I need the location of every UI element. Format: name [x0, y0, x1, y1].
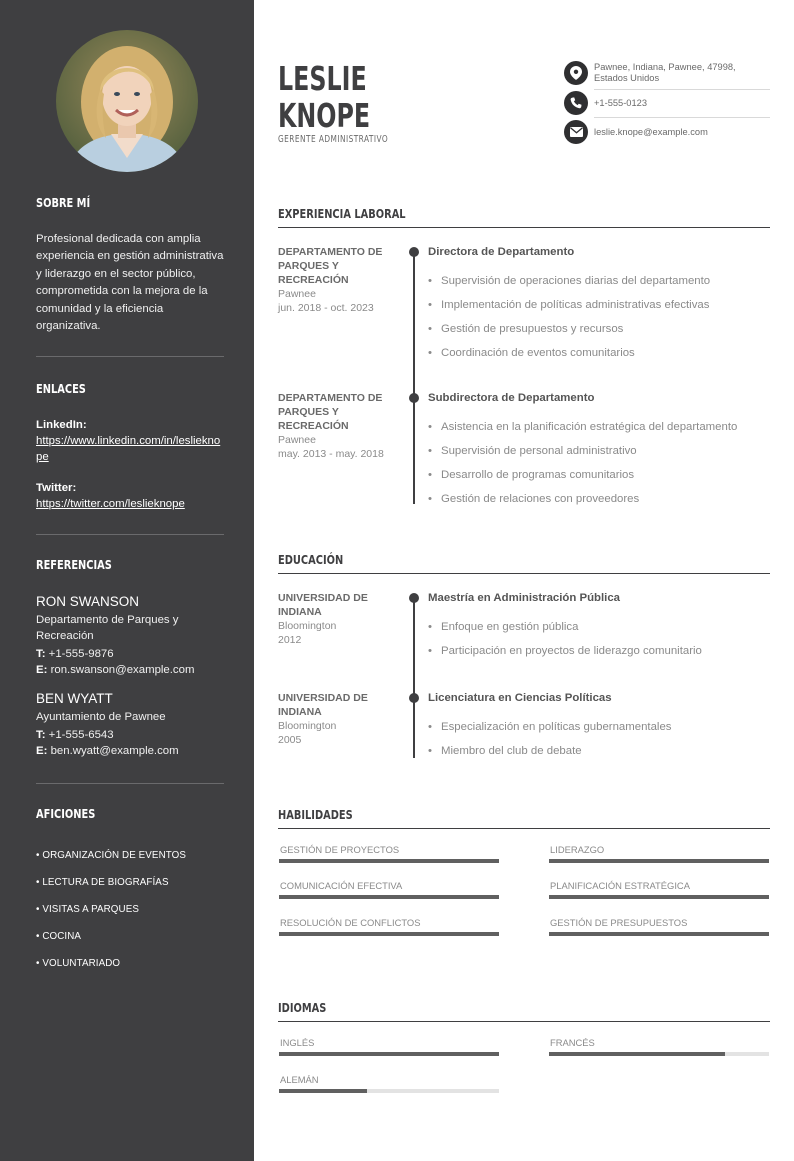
education-meta — [278, 591, 396, 647]
list-item: • Supervisión de operaciones diarias del departamento — [428, 269, 773, 293]
skill-bar-fill — [279, 932, 499, 936]
dates: 2012 — [278, 634, 302, 646]
hobbies-list — [36, 842, 186, 977]
language-name: INGLÉS — [280, 1037, 315, 1048]
language-name: ALEMÁN — [280, 1074, 319, 1085]
divider — [36, 783, 224, 784]
link-label: LinkedIn: — [36, 419, 87, 431]
experience-detail — [428, 245, 773, 365]
reference-item — [36, 593, 226, 678]
employer: DEPARTAMENTO DE PARQUES Y RECREACIÓN — [278, 246, 383, 286]
list-item: • Enfoque en gestión pública — [428, 615, 773, 639]
language-bar — [549, 1052, 769, 1056]
hobby-item: • VISITAS A PARQUES — [36, 904, 139, 915]
skill-name: COMUNICACIÓN EFECTIVA — [280, 880, 403, 891]
reference-phone — [36, 727, 226, 743]
sidebar — [0, 0, 254, 1161]
degree-title: Licenciatura en Ciencias Políticas — [428, 692, 612, 704]
timeline-dot — [409, 693, 419, 703]
skill-bar — [549, 895, 769, 899]
skill-name: RESOLUCIÓN DE CONFLICTOS — [280, 917, 421, 928]
skill-bar-fill — [549, 895, 769, 899]
bullet-list — [428, 415, 773, 511]
person-name — [278, 60, 436, 134]
section-rule — [278, 1021, 770, 1022]
hobby-item: • VOLUNTARIADO — [36, 958, 121, 969]
profile-photo — [56, 30, 198, 172]
skill-bar-fill — [549, 859, 769, 863]
reference-name: BEN WYATT — [36, 691, 113, 706]
section-rule — [278, 227, 770, 228]
link-linkedin — [36, 417, 226, 465]
linkedin-link[interactable]: https://www.linkedin.com/in/leslieknope — [36, 435, 221, 463]
dates: may. 2013 - may. 2018 — [278, 448, 384, 460]
name-first: LESLIE — [278, 59, 367, 98]
skill-name: GESTIÓN DE PRESUPUESTOS — [550, 917, 688, 928]
contact-phone — [564, 91, 770, 115]
list-item: • Gestión de presupuestos y recursos — [428, 317, 773, 341]
address-text: Pawnee, Indiana, Pawnee, 47998, Estados Unidos — [594, 62, 736, 83]
list-item: • Miembro del club de debate — [428, 739, 773, 763]
location-pin-icon — [564, 61, 588, 85]
skill-item — [279, 917, 499, 936]
list-item: • Asistencia en la planificación estratégica del departamento — [428, 415, 773, 439]
education-meta — [278, 691, 396, 747]
languages-title: IDIOMAS — [278, 1001, 327, 1015]
timeline-dot — [409, 593, 419, 603]
reference-org: Departamento de Parques y Recreación — [36, 614, 179, 642]
language-item — [279, 1074, 499, 1093]
email-value: ron.swanson@example.com — [50, 664, 195, 676]
contact-address — [564, 61, 770, 85]
phone-label: T: — [36, 729, 46, 741]
references-title: REFERENCIAS — [36, 558, 112, 572]
reference-item — [36, 690, 226, 759]
phone-value: +1-555-9876 — [48, 648, 114, 660]
location: Pawnee — [278, 434, 316, 446]
about-title: SOBRE MÍ — [36, 196, 91, 210]
skill-item — [279, 844, 499, 863]
timeline-dot — [409, 247, 419, 257]
skill-item — [549, 844, 769, 863]
reference-email — [36, 743, 226, 759]
link-label: Twitter: — [36, 482, 77, 494]
dates: jun. 2018 - oct. 2023 — [278, 302, 374, 314]
link-twitter — [36, 480, 226, 512]
employer: DEPARTAMENTO DE PARQUES Y RECREACIÓN — [278, 392, 383, 432]
location: Bloomington — [278, 620, 337, 632]
reference-org: Ayuntamiento de Pawnee — [36, 711, 166, 723]
role-title: Subdirectora de Departamento — [428, 392, 595, 404]
email-label: E: — [36, 664, 48, 676]
experience-meta — [278, 245, 396, 315]
language-bar-fill — [279, 1089, 367, 1093]
phone-icon — [564, 91, 588, 115]
skill-item — [549, 880, 769, 899]
bullet-list — [428, 269, 773, 365]
skill-bar — [279, 859, 499, 863]
skill-name: LIDERAZGO — [550, 844, 605, 855]
contact-separator — [594, 117, 770, 118]
skill-bar — [549, 859, 769, 863]
job-title: GERENTE ADMINISTRATIVO — [278, 134, 389, 145]
timeline-line — [413, 252, 415, 504]
experience-title: EXPERIENCIA LABORAL — [278, 207, 406, 221]
skill-item — [279, 880, 499, 899]
hobby-item: • COCINA — [36, 931, 82, 942]
divider — [36, 534, 224, 535]
contact-separator — [594, 89, 770, 90]
hobbies-title: AFICIONES — [36, 807, 96, 821]
education-title: EDUCACIÓN — [278, 553, 344, 567]
language-item — [549, 1037, 769, 1056]
dates: 2005 — [278, 734, 302, 746]
envelope-icon — [564, 120, 588, 144]
language-item — [279, 1037, 499, 1056]
name-last: KNOPE — [278, 96, 371, 135]
location: Pawnee — [278, 288, 316, 300]
skill-item — [549, 917, 769, 936]
timeline-dot — [409, 393, 419, 403]
reference-email — [36, 662, 226, 678]
email-label: E: — [36, 745, 48, 757]
section-rule — [278, 828, 770, 829]
twitter-link[interactable]: https://twitter.com/leslieknope — [36, 498, 185, 510]
role-title: Directora de Departamento — [428, 246, 575, 258]
language-bar — [279, 1089, 499, 1093]
email-text[interactable]: leslie.knope@example.com — [594, 126, 708, 137]
bullet-list — [428, 615, 773, 663]
degree-title: Maestría en Administración Pública — [428, 592, 621, 604]
skill-bar-fill — [279, 895, 499, 899]
list-item: • Supervisión de personal administrativo — [428, 439, 773, 463]
list-item: • Participación en proyectos de liderazgo comunitario — [428, 639, 773, 663]
skill-bar-fill — [549, 932, 769, 936]
experience-meta — [278, 391, 396, 461]
hobby-item: • ORGANIZACIÓN DE EVENTOS — [36, 850, 187, 861]
location: Bloomington — [278, 720, 337, 732]
experience-detail — [428, 391, 773, 511]
education-detail — [428, 591, 773, 663]
skill-name: PLANIFICACIÓN ESTRATÉGICA — [550, 880, 690, 891]
contact-email — [564, 120, 770, 144]
institution: UNIVERSIDAD DE INDIANA — [278, 692, 368, 718]
section-rule — [278, 573, 770, 574]
language-bar — [279, 1052, 499, 1056]
skills-title: HABILIDADES — [278, 808, 353, 822]
phone-value: +1-555-6543 — [48, 729, 114, 741]
language-bar-fill — [549, 1052, 725, 1056]
timeline-line — [413, 598, 415, 758]
list-item: • Gestión de relaciones con proveedores — [428, 487, 773, 511]
divider — [36, 356, 224, 357]
reference-phone — [36, 646, 226, 662]
skill-bar — [279, 932, 499, 936]
skill-bar — [279, 895, 499, 899]
bullet-list — [428, 715, 773, 763]
language-name: FRANCÉS — [550, 1037, 595, 1048]
phone-text: +1-555-0123 — [594, 97, 647, 108]
skill-bar-fill — [279, 859, 499, 863]
hobby-item: • LECTURA DE BIOGRAFÍAS — [36, 877, 169, 888]
list-item: • Coordinación de eventos comunitarios — [428, 341, 773, 365]
about-text: Profesional dedicada con amplia experiencia en gestión administrativa y liderazgo en el sector público, comprometida con la mejora de la comunidad y la eficiencia organizativa. — [36, 233, 224, 333]
reference-name: RON SWANSON — [36, 594, 140, 609]
email-value: ben.wyatt@example.com — [50, 745, 179, 757]
links-title: ENLACES — [36, 382, 86, 396]
phone-label: T: — [36, 648, 46, 660]
list-item: • Especialización en políticas gubernamentales — [428, 715, 773, 739]
education-detail — [428, 691, 773, 763]
language-bar-fill — [279, 1052, 499, 1056]
skill-bar — [549, 932, 769, 936]
institution: UNIVERSIDAD DE INDIANA — [278, 592, 368, 618]
skill-name: GESTIÓN DE PROYECTOS — [280, 844, 400, 855]
list-item: • Desarrollo de programas comunitarios — [428, 463, 773, 487]
list-item: • Implementación de políticas administrativas efectivas — [428, 293, 773, 317]
